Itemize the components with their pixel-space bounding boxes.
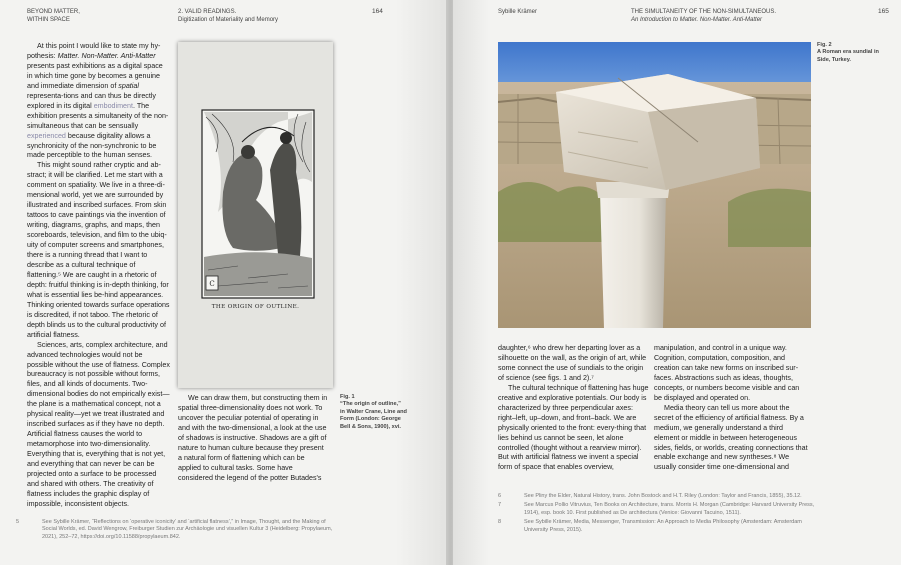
footnote-number: 6 [498, 493, 502, 499]
running-header-section: BEYOND MATTER, WITHIN SPACE [27, 9, 80, 23]
left-page [0, 0, 450, 565]
sundial-photo [498, 42, 811, 328]
text-run: At this point I would like to state my hy-pothesis: [27, 42, 161, 60]
caption-line: Form (London: George [340, 416, 401, 423]
footnote-5: 5 See Sybille Krämer, “Reflections on ‘operative iconicity’ and ‘artificial flatness’,” in Image, Thought, and the Making of Social Worlds, ed. David Wengrow, Freiburger Studien zur Archäologie und visuellen Kultur 3 (Heidelberg: Propylaeum, 2021), 252–72, https://doi.org/10.11588/propylaeum.842. [16, 519, 333, 540]
caption-line: Fig. 2 [817, 42, 832, 48]
paragraph [498, 344, 651, 384]
caption-line: Side, Turkey. [817, 56, 851, 63]
figure-2-photo [498, 42, 811, 328]
footnote-text: See Sybille Krämer, Media, Messenger, Transmission: An Approach to Media Philosophy (Amsterdam: Amsterdam University Press, 2015). [524, 519, 802, 533]
footnote-number: 7 [498, 502, 502, 509]
footnote [498, 493, 818, 500]
footnote-number: 8 [498, 519, 502, 526]
caption-line: in Walter Crane, Line and [340, 408, 407, 415]
text-run: This might sound rather cryptic and ab-stract; it will be clarified. Let me start with a comment on spatiality. We live in a three-di-mensional world, yet we are surrounded by illustrated and inscribed surfaces. From skin tattoos to cave paintings via the invention of writing, diagrams, graphs, and maps, then scoreboards, television, and film to the ubiq-uity of computer screens and smartphones, there is a running thread that I want to describe as a cultural technique of flattening.⁵ We are caught in a rhetoric of depth: fruitful thinking is in-depth thinking, for what is essential lies be-hind appearances. Thinking oriented towards surface operations is discredited, if not taboo. The rhetoric of depth blinds us to the cultural productivity of artificial flatness. [27, 161, 170, 339]
footnote [498, 519, 818, 534]
body-column-main [27, 42, 170, 510]
page-number: 164 [372, 8, 383, 15]
italic-text: Matter. Non-Matter. Anti-Matter [57, 51, 156, 60]
svg-text:C: C [209, 280, 215, 288]
italic-text: spatial [118, 81, 139, 90]
running-header-chapter: 2. VALID READINGS. Digitization of Materiality and Memory [178, 9, 279, 23]
caption-line: “The origin of outline,” [340, 401, 401, 408]
running-header-title: THE SIMULTANEITY OF THE NON-SIMULTANEOUS. An Introduction to Matter. Non-Matter. Anti-Matter [631, 9, 777, 23]
body-column-right-b [654, 344, 809, 473]
body-column-right-a [498, 344, 651, 473]
paragraph [27, 161, 170, 340]
running-header-author: Sybille Krämer [498, 9, 538, 15]
figure-1-plate-title: THE ORIGIN OF OUTLINE. [211, 304, 300, 310]
footnote [498, 502, 818, 517]
figure-1-caption [340, 394, 430, 431]
text-run: representa-tions and can thus be directly explored in its digital [27, 91, 157, 110]
woodcut-illustration [178, 42, 333, 388]
caption-line: Bell & Sons, 1900), xvi. [340, 423, 401, 430]
text-run: because digitality allows a synchronicity of the non-synchronic to be made perceptible to the human senses. [27, 131, 157, 160]
paragraph [178, 394, 328, 484]
figure-1-image [178, 42, 333, 388]
text-run: Media theory can tell us more about the secret of the efficiency of artificial flatness. By a medium, we generally understand a third element or middle in between heterogeneous sides, fields, or worlds, creating connections that enable exchange and new syntheses.⁸ We usually consider time one-dimensional and [654, 403, 808, 472]
text-run: Sciences, arts, complex architecture, and advanced technologies would not be possible without the use of flatness. Complex bureaucracy is not possible without forms, files, and all kinds of documents. Two-dimensional bodies do not empirically exist—the plane is a mathematical concept, not a physical reality—yet we treat illustrated and inscribed surfaces as if they have no depth. Artificial flatness causes the world to metamorphose into two-dimensionality. Everything that is, everything that is not yet, and everything that can never be can be projected onto a surface to be processed and shared with others. The creativity of flatness includes the graphic display of impossible, inconsistent objects. [27, 340, 170, 508]
paragraph [27, 341, 170, 510]
footnotes-list [498, 493, 818, 536]
figure-2-caption [817, 42, 897, 64]
page-number: 165 [878, 8, 889, 15]
inline-link[interactable]: experienced [27, 131, 66, 140]
footnote-text: See Pliny the Elder, Natural History, trans. John Bostock and H.T. Riley (London: Taylor and Francis, 1855), 35.12. [524, 493, 802, 499]
inline-link[interactable]: embodiment [93, 101, 133, 110]
text-run: presents past exhibitions as a digital space in which time gone by becomes a genuine and immediate dimension of [27, 61, 163, 90]
text-run: We can draw them, but constructing them in spatial three-dimensionality does not work. To uncover the peculiar potential of operating in and with the two-dimensional, a look at the use of shadows is instructive. Shadows are a gift of nature to human culture because they present a natural form of flattening which can be applied to cultural tasks. Some have considered the legend of the potter Butades's [178, 394, 328, 482]
body-column-second [178, 394, 328, 484]
text-run: daughter,⁶ who drew her departing lover as a silhouette on the wall, as the origin of art, while some connect the use of sundials to the origin of science (see figs. 1 and 2).⁷ [498, 344, 647, 382]
caption-line: Fig. 1 [340, 394, 355, 400]
text-run: . The exhibition presents a simultaneity of the non-simultaneous that can be sensually [27, 101, 169, 130]
paragraph [498, 384, 651, 474]
caption-line: A Roman era sundial in [817, 49, 879, 56]
text-run: The cultural technique of flattening has huge creative and explorative potentials. Our body is characterized by three perpendicular axes: right–left, up–down, and front–back. We are physically oriented to the front: every-thing that lies behind us cannot be seen, let alone controlled (thought without a rearview mirror). But with artificial flatness we invent a special form of space that enables overview, [498, 383, 649, 472]
text-run: manipulation, and control in a unique way. Cognition, computation, composition, and creation can take new forms on inscribed sur-faces. Abstractions such as ideas, thoughts, concepts, or numbers become visible and can be displayed and operated on. [654, 344, 800, 402]
paragraph [27, 42, 170, 161]
paragraph [654, 344, 809, 404]
footnote-text: See Marcus Pollio Vitruvius, Ten Books on Architecture, trans. Morris H. Morgan (Cambridge: Harvard University Press, 1914), esp. book 10. First published as De architectura (Venice: Giovanni Tacuino, 1511). [524, 502, 815, 516]
paragraph [654, 404, 809, 474]
